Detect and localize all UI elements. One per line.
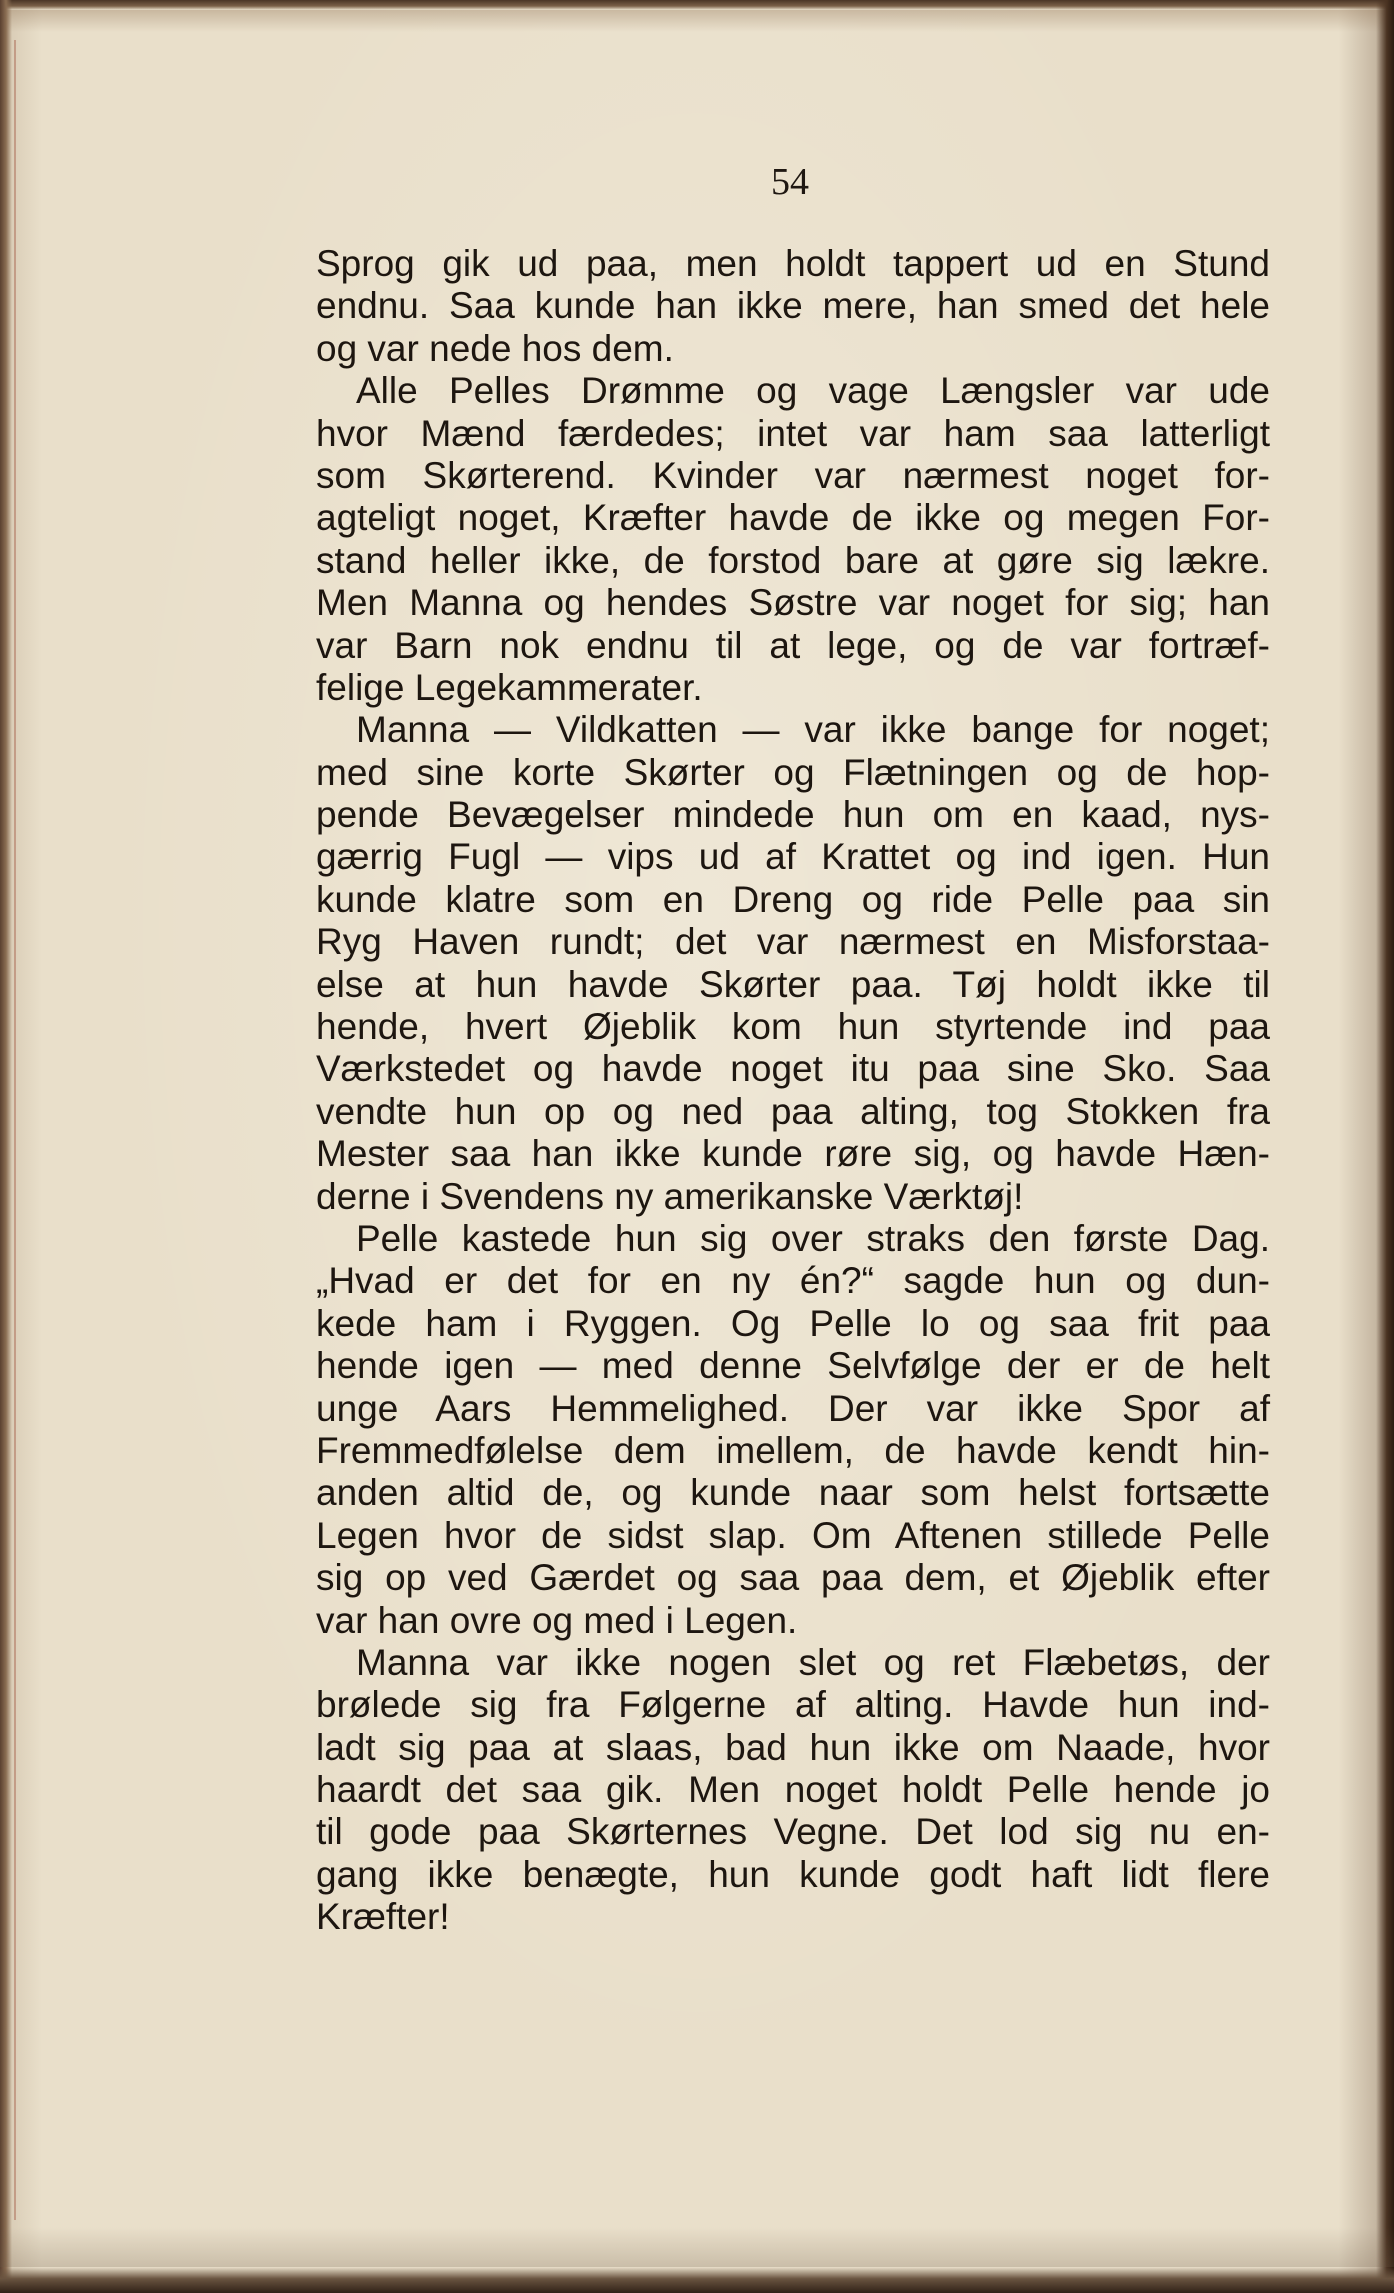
text-line: pende Bevægelser mindede hun om en kaad, nys-	[316, 794, 1270, 836]
text-line: felige Legekammerater.	[316, 666, 703, 708]
text-line: Manna var ikke nogen slet og ret Flæbetøs, der	[356, 1641, 1270, 1683]
text-line: stand heller ikke, de forstod bare at gøre sig lækre.	[316, 539, 1270, 581]
page-left-margin-line	[14, 40, 16, 2220]
text-line: kede ham i Ryggen. Og Pelle lo og saa frit paa	[316, 1302, 1270, 1344]
text-line: Men Manna og hendes Søstre var noget for sig; han	[316, 582, 1270, 624]
text-line: med sine korte Skørter og Flætningen og de hop-	[316, 751, 1270, 793]
text-line: Mester saa han ikke kunde røre sig, og havde Hæn-	[316, 1133, 1270, 1175]
text-line: og var nede hos dem.	[316, 327, 674, 369]
text-line: unge Aars Hemmelighed. Der var ikke Spor af	[316, 1387, 1270, 1429]
text-line: Legen hvor de sidst slap. Om Aftenen stillede Pelle	[316, 1514, 1270, 1556]
text-line: Fremmedfølelse dem imellem, de havde kendt hin-	[316, 1429, 1270, 1471]
text-line: Manna — Vildkatten — var ikke bange for noget;	[356, 709, 1270, 751]
text-line: hende igen — med denne Selvfølge der er de helt	[316, 1345, 1270, 1387]
text-line: endnu. Saa kunde han ikke mere, han smed det hele	[316, 285, 1270, 327]
text-line: gærrig Fugl — vips ud af Krattet og ind igen. Hun	[316, 836, 1270, 878]
text-line: hvor Mænd færdedes; intet var ham saa latterligt	[316, 412, 1270, 454]
page-number: 54	[771, 161, 809, 203]
text-line: Pelle kastede hun sig over straks den første Dag.	[356, 1217, 1270, 1259]
page-bottom-shadow	[0, 2227, 1394, 2267]
text-line: var han ovre og med i Legen.	[316, 1599, 798, 1641]
text-line: Sprog gik ud paa, men holdt tappert ud en Stund	[316, 243, 1270, 284]
page-left-edge	[0, 0, 12, 2293]
text-line: vendte hun op og ned paa alting, tog Stokken fra	[316, 1090, 1270, 1132]
text-line: else at hun havde Skørter paa. Tøj holdt ikke til	[316, 963, 1270, 1005]
text-line: ladt sig paa at slaas, bad hun ikke om Naade, hvor	[316, 1726, 1270, 1768]
text-line: anden altid de, og kunde naar som helst fortsætte	[316, 1472, 1270, 1514]
text-line: Alle Pelles Drømme og vage Længsler var ude	[356, 370, 1270, 412]
text-line: som Skørterend. Kvinder var nærmest noget for-	[316, 454, 1270, 496]
text-line: Værkstedet og havde noget itu paa sine Sko. Saa	[316, 1048, 1270, 1090]
text-line: „Hvad er det for en ny én?“ sagde hun og dun-	[316, 1260, 1270, 1302]
page-bottom-edge	[0, 2267, 1394, 2293]
page-top-shadow	[0, 10, 1394, 32]
page-right-edge	[1376, 0, 1394, 2293]
text-line: agteligt noget, Kræfter havde de ikke og megen For-	[316, 497, 1270, 539]
text-line: til gode paa Skørternes Vegne. Det lod sig nu en-	[316, 1811, 1270, 1853]
text-line: derne i Svendens ny amerikanske Værktøj!	[316, 1175, 1024, 1217]
text-line: Kræfter!	[316, 1896, 450, 1938]
text-line: hende, hvert Øjeblik kom hun styrtende ind paa	[316, 1006, 1270, 1048]
page-top-edge	[0, 0, 1394, 10]
text-line: brølede sig fra Følgerne af alting. Havde hun ind-	[316, 1684, 1270, 1726]
text-line: Ryg Haven rundt; det var nærmest en Misforstaa-	[316, 921, 1270, 963]
body-text	[316, 243, 1270, 1939]
text-line: gang ikke benægte, hun kunde godt haft lidt flere	[316, 1853, 1270, 1895]
text-line: kunde klatre som en Dreng og ride Pelle paa sin	[316, 878, 1270, 920]
text-line: haardt det saa gik. Men noget holdt Pelle hende jo	[316, 1769, 1270, 1811]
text-line: var Barn nok endnu til at lege, og de var fortræf-	[316, 624, 1270, 666]
text-line: sig op ved Gærdet og saa paa dem, et Øjeblik efter	[316, 1557, 1270, 1599]
